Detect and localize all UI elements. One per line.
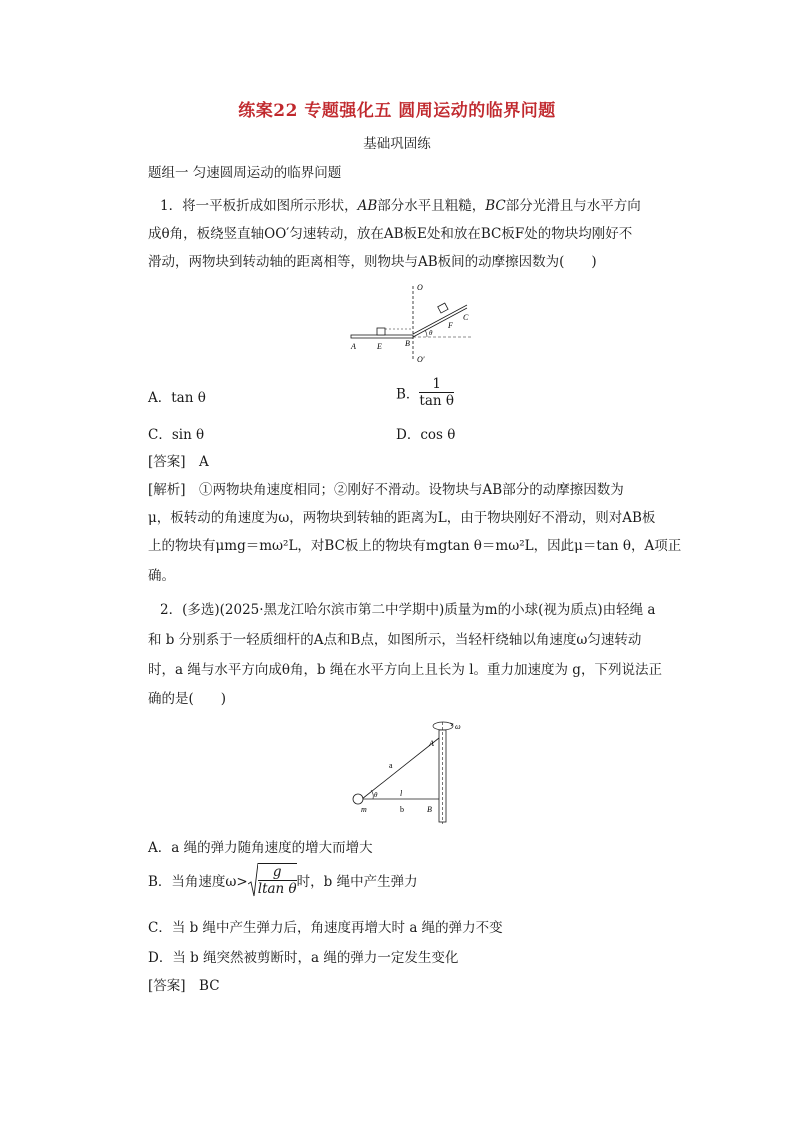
label-a: A bbox=[351, 342, 356, 351]
angle-arc bbox=[425, 330, 427, 337]
q1-stem-text-a: 将一平板折成如图所示形状， bbox=[182, 198, 358, 214]
page-title: 练案22 专题强化五 圆周运动的临界问题 bbox=[238, 101, 556, 121]
block-f bbox=[438, 303, 448, 313]
q1-analysis-line2: μ，板转动的角速度为ω，两物块到转轴的距离为L，由于物块刚好不滑动，则对AB板 bbox=[148, 510, 656, 526]
q2-stem-line4: 确的是( ) bbox=[148, 691, 227, 707]
label-rope-b: b bbox=[400, 805, 404, 814]
label-b: B bbox=[405, 339, 410, 348]
q1-stem-ab: AB bbox=[357, 198, 378, 214]
q1-option-b bbox=[396, 376, 454, 409]
q1-option-b-prefix: B． bbox=[396, 386, 420, 403]
q1-option-b-fraction bbox=[419, 376, 454, 409]
q1-option-a: A．tan θ bbox=[148, 390, 206, 406]
q1-analysis-line3: 上的物块有μmg＝mω²L，对BC板上的物块有mgtan θ＝mω²L，因此μ＝tan θ，A项正 bbox=[148, 538, 682, 554]
label-theta: θ bbox=[374, 791, 378, 799]
label-e: E bbox=[377, 342, 382, 351]
q2-stem-line3: 时，a 绳与水平方向成θ角，b 绳在水平方向上且长为 l。重力加速度为 g，下列说法正 bbox=[148, 662, 662, 678]
label-o: O bbox=[417, 283, 423, 292]
q2-stem-line1: 2．(多选)(2025·黑龙江哈尔滨市第二中学期中)质量为m的小球(视为质点)由轻绳 a bbox=[160, 602, 656, 618]
q2-option-d: D．当 b 绳突然被剪断时，a 绳的弹力一定发生变化 bbox=[148, 950, 459, 966]
ball bbox=[353, 794, 363, 804]
q2-option-b bbox=[148, 862, 418, 898]
label-theta: θ bbox=[429, 329, 433, 337]
q2-option-b-suffix: 时，b 绳中产生弹力 bbox=[296, 874, 418, 890]
q1-stem-bc: BC bbox=[485, 198, 506, 214]
rotation-arrow-icon bbox=[450, 723, 453, 726]
q1-stem-line2: 成θ角，板绕竖直轴OO′匀速转动，放在AB板E处和放在BC板F处的物块均刚好不 bbox=[148, 226, 633, 242]
q1-option-b-numerator: 1 bbox=[419, 376, 454, 393]
q1-stem-text-e: 部分光滑且与水平方向 bbox=[505, 198, 641, 214]
q1-option-d: D．cos θ bbox=[396, 427, 456, 443]
q1-option-c: C．sin θ bbox=[148, 427, 205, 443]
label-c: C bbox=[463, 313, 469, 322]
label-l: l bbox=[400, 789, 403, 798]
label-a-point: A bbox=[429, 739, 434, 748]
block-e bbox=[377, 328, 385, 335]
q1-stem-text-c: 部分水平且粗糙， bbox=[377, 198, 486, 214]
plate-ab bbox=[351, 335, 413, 338]
q1-number: 1． bbox=[160, 198, 183, 214]
label-rope-a: a bbox=[389, 761, 393, 770]
label-omega: ω bbox=[455, 722, 461, 731]
group-heading: 题组一 匀速圆周运动的临界问题 bbox=[148, 165, 342, 181]
plate-bc bbox=[413, 308, 467, 337]
q2-option-b-fraction bbox=[258, 863, 297, 897]
label-m: m bbox=[361, 805, 367, 814]
q2-option-b-denominator: ltan θ bbox=[257, 881, 297, 897]
section-heading: 基础巩固练 bbox=[363, 136, 431, 152]
q1-analysis-line4: 确。 bbox=[148, 568, 175, 584]
q1-stem-line1 bbox=[160, 196, 641, 216]
label-o-prime: O′ bbox=[417, 355, 425, 364]
q1-analysis-line1: [解析] ①两物块角速度相同；②刚好不滑动。设物块与AB部分的动摩擦因数为 bbox=[148, 482, 624, 498]
q2-stem-line2: 和 b 分别系于一轻质细杆的A点和B点，如图所示，当轻杆绕轴以角速度ω匀速转动 bbox=[148, 632, 642, 648]
q1-figure bbox=[345, 282, 485, 370]
q2-option-c: C．当 b 绳中产生弹力后，角速度再增大时 a 绳的弹力不变 bbox=[148, 920, 503, 936]
label-f: F bbox=[448, 321, 453, 330]
q2-figure bbox=[345, 716, 475, 826]
q1-stem-line3: 滑动，两物块到转动轴的距离相等，则物块与AB板间的动摩擦因数为( ) bbox=[148, 254, 597, 270]
q2-answer: [答案] BC bbox=[148, 978, 220, 994]
label-b-point: B bbox=[427, 805, 432, 814]
q2-option-a: A．a 绳的弹力随角速度的增大而增大 bbox=[148, 840, 373, 856]
q2-option-b-numerator: g bbox=[258, 864, 297, 881]
q1-option-b-denominator: tan θ bbox=[419, 393, 455, 409]
q2-option-b-prefix: B．当角速度ω> bbox=[148, 874, 248, 890]
q1-answer: [答案] A bbox=[148, 454, 209, 470]
sqrt-symbol-icon bbox=[248, 862, 258, 898]
